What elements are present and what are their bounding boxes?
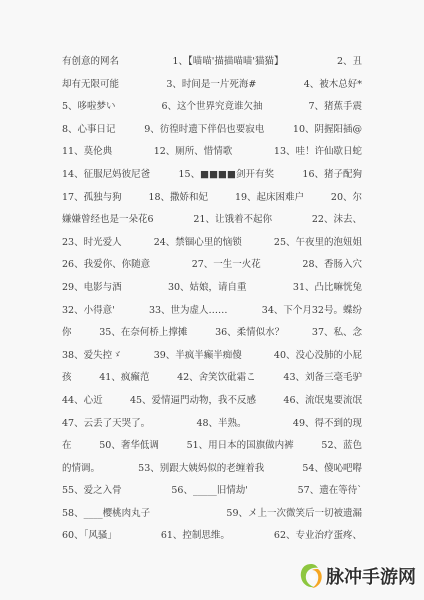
- text-line: [62, 96, 362, 119]
- text-line: [62, 277, 362, 300]
- name-entry: 在: [62, 440, 72, 452]
- name-entry: 23、时光爱人: [62, 236, 122, 248]
- name-entry: 的情调。: [62, 462, 101, 474]
- text-line: [62, 187, 362, 210]
- name-entry: 11、莫伦典: [62, 146, 113, 158]
- name-entry: 28、香肠入穴: [302, 259, 362, 271]
- text-line: [62, 525, 362, 548]
- text-line: [62, 413, 362, 436]
- name-entry: 34、下个月32号。蝶纷: [261, 304, 362, 316]
- name-entry: 58、____樱桃肉丸子: [62, 507, 151, 519]
- name-entry: 39、半疯半癫半痴傻: [153, 349, 242, 361]
- text-line: [62, 322, 362, 345]
- name-entry: 却有无限可能: [62, 78, 120, 90]
- name-entry: 26、我爱你、你随意: [62, 259, 151, 271]
- name-entry: 15、■■■■剑开有奖: [178, 168, 274, 180]
- name-entry: 50、奢华低调: [99, 440, 159, 452]
- name-entry: 16、猪子配狗: [302, 168, 362, 180]
- name-entry: 59、メ上一次微笑后一切被遗漏: [226, 507, 362, 519]
- name-entry: 47、云丢了天哭了。: [62, 417, 151, 429]
- text-line: [62, 345, 362, 368]
- name-entry: 36、柔情似水？: [215, 327, 285, 339]
- name-entry: 40、没心没肺的小屁: [273, 349, 362, 361]
- text-line: [62, 164, 362, 187]
- name-entry: 61、控制思维。: [160, 530, 230, 542]
- text-line: [62, 141, 362, 164]
- name-entry: 嫌嫌曾经也是一朵花6: [62, 214, 154, 226]
- name-entry: 17、孤独与狗: [62, 191, 122, 203]
- name-entry: 你: [62, 327, 72, 339]
- name-entry: 5、哆啦梦い: [62, 101, 116, 113]
- text-line: [62, 254, 362, 277]
- name-list-body: [62, 51, 362, 548]
- name-entry: 48、半熟。: [196, 417, 247, 429]
- text-line: [62, 209, 362, 232]
- name-entry: 7、猪蕉手震: [308, 101, 362, 113]
- name-entry: 孩: [62, 372, 72, 384]
- name-entry: 12、厕所、惜情歌: [153, 146, 233, 158]
- watermark: [298, 562, 416, 590]
- name-entry: 13、哇！许仙歇日蛇: [273, 146, 362, 158]
- name-entry: 62、专业治疗蛋疼、: [273, 530, 362, 542]
- text-line: [62, 74, 362, 97]
- name-entry: 31、凸比嘛恍兔: [292, 281, 362, 293]
- name-entry: 6、这个世界究竟谁欠抽: [161, 101, 263, 113]
- text-line: [62, 300, 362, 323]
- watermark-text: 脉冲手游网: [326, 567, 416, 588]
- name-entry: 49、得不到的现: [292, 417, 362, 429]
- text-line: [62, 51, 362, 74]
- text-line: [62, 367, 362, 390]
- name-entry: 57、遗在等待`: [297, 485, 362, 497]
- name-entry: 2、丑: [336, 56, 362, 67]
- name-entry: 32、小得意': [62, 304, 115, 316]
- name-entry: 55、爱之入骨: [62, 485, 122, 497]
- name-entry: 41、疯癫范: [99, 372, 150, 384]
- name-entry: 43、刘备三毫毛驴: [283, 372, 362, 384]
- name-entry: 54、傻吣吧嘚: [302, 462, 362, 474]
- name-entry: 9、彷徨时遗下伴侣也要寂电: [144, 123, 265, 135]
- name-entry: 19、起床困难户: [234, 191, 305, 203]
- name-entry: 38、爱失控ゞ: [62, 349, 122, 361]
- name-entry: 10、阴握阳插@: [292, 123, 362, 135]
- name-entry: 33、世为虚人……: [148, 304, 228, 316]
- name-entry: 20、尔: [330, 191, 362, 203]
- name-entry: 51、用日本的国旗做内裤: [186, 440, 294, 452]
- name-entry: 21、让饿着不起你: [193, 214, 273, 226]
- text-line: [62, 232, 362, 255]
- name-entry: 60、「风骚」: [62, 530, 117, 542]
- name-entry: 42、舍笑饮砒霜こ: [177, 372, 256, 384]
- text-line: [62, 435, 362, 458]
- name-entry: 53、别跟大姨妈似的老缠着我: [138, 462, 265, 474]
- name-entry: 27、一生一火花: [191, 259, 261, 271]
- text-line: [62, 458, 362, 481]
- name-entry: 44、心近: [62, 394, 103, 406]
- name-entry: 46、流氓鬼要流氓: [283, 394, 362, 406]
- text-line: [62, 480, 362, 503]
- name-entry: 4、被木总好*: [303, 78, 362, 90]
- name-entry: 14、征服尼妈彼尼爸: [62, 168, 151, 180]
- name-entry: 22、沫去、: [311, 214, 362, 226]
- text-line: [62, 390, 362, 413]
- name-entry: 45、爱情逼門动物，我不反感: [129, 394, 257, 406]
- name-entry: 30、姑娘，请自重: [167, 281, 247, 293]
- name-entry: 18、撒娇和妃: [148, 191, 209, 203]
- name-entry: 29、电影与酒: [62, 281, 122, 293]
- name-entry: 有创意的网名: [62, 56, 120, 67]
- name-entry: 8、心事日记: [62, 123, 116, 135]
- name-entry: 52、蓝色: [321, 440, 362, 452]
- name-entry: 35、在奈何桥上撑摊: [99, 327, 188, 339]
- swirl-logo-icon: [298, 562, 324, 590]
- name-entry: 56、_____旧情劫': [171, 485, 248, 497]
- name-entry: 37、私、念: [311, 327, 362, 339]
- name-entry: 3、时间是一片死海#: [166, 78, 257, 90]
- text-line: [62, 119, 362, 142]
- name-entry: 24、禁锢心里的恼锁: [153, 236, 242, 248]
- name-entry: 1、【喵喵'描描喵喵'猫猫】: [172, 56, 284, 67]
- name-entry: 25、午夜里的泡妞姐: [273, 236, 362, 248]
- text-line: [62, 503, 362, 526]
